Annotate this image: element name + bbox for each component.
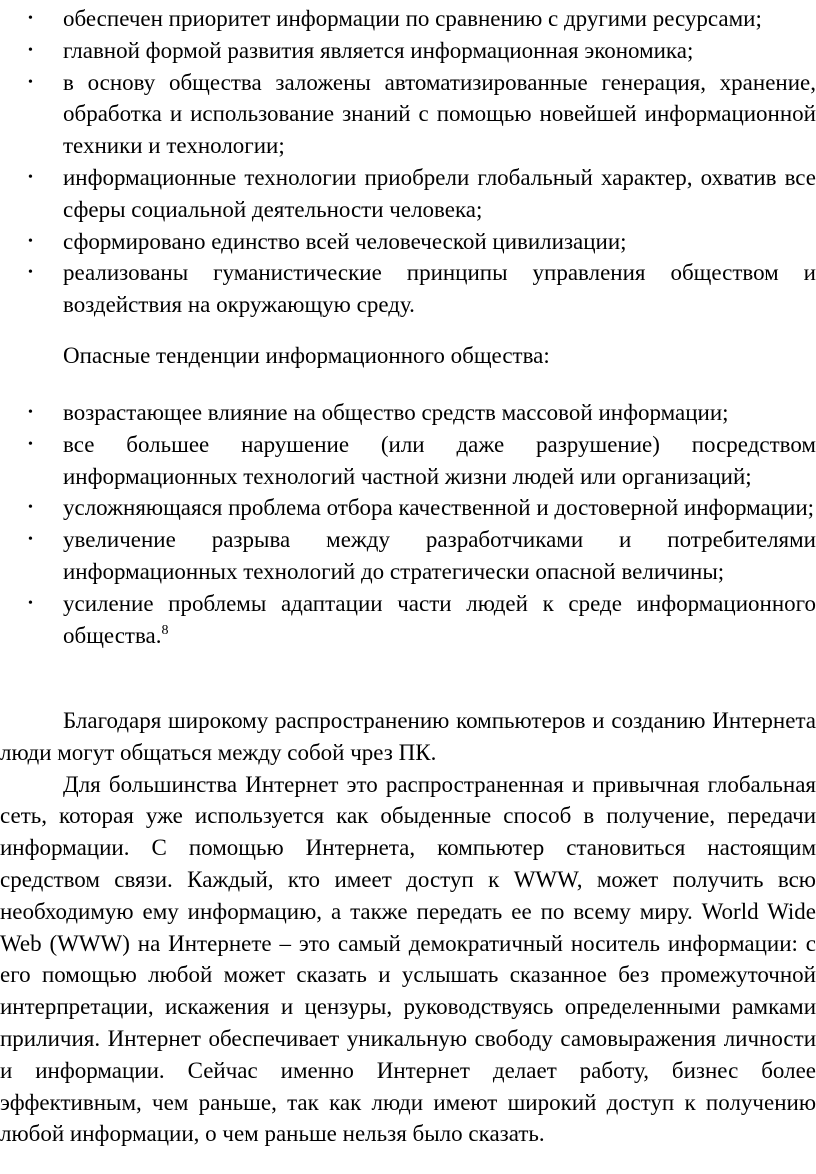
bullet-icon: • [28, 265, 33, 281]
list-item-text: увеличение разрыва между разработчиками и потребителями информационных технологий до стратегически опасной величины; [63, 527, 816, 584]
list-item [0, 3, 816, 35]
list-item [0, 588, 816, 652]
list-item-text: сформировано единство всей человеческой цивилизации; [63, 228, 627, 254]
paragraph: Для большинства Интернет это распространенная и привычная глобальная сеть, которая уже используется как обыденные способ в получение, передачи информации. С помощью Интернета, компьютер становиться настоящим средством связи. Каждый, кто имеет доступ к WWW, может получить всю необходимую ему информацию, а также передать ее по всему миру. World Wide Web (WWW) на Интернете – это самый демократичный носитель информации: с его помощью любой может сказать и услышать сказанное без промежуточной интерпретации, искажения и цензуры, руководствуясь определенными рамками приличия. Интернет обеспечивает уникальную свободу самовыражения личности и информации. Сейчас именно Интернет делает работу, бизнес более эффективным, чем раньше, так как люди имеют широкий доступ к получению любой информации, о чем раньше нельзя было сказать. [0, 771, 816, 1147]
bullet-icon: • [28, 74, 33, 90]
list-item [0, 397, 816, 429]
positive-features-list [0, 3, 816, 321]
bullet-icon: • [28, 532, 33, 548]
list-item [0, 429, 816, 493]
dangerous-trends-section [0, 397, 816, 651]
footnote-mark: 8 [161, 622, 169, 638]
list-item-text: усиление проблемы адаптации части людей к среде информационного общества. [63, 590, 816, 648]
positive-features-section [0, 3, 816, 321]
list-item [0, 524, 816, 588]
list-item-text: все большее нарушение (или даже разрушение) посредством информационных технологий частной жизни людей или организаций; [63, 431, 816, 489]
list-item-text: возрастающее влияние на общество средств массовой информации; [63, 400, 729, 425]
bullet-icon: • [28, 233, 33, 249]
list-item [0, 67, 816, 162]
list-item [0, 257, 816, 321]
bullet-icon: • [28, 500, 33, 516]
bullet-icon: • [28, 169, 33, 185]
body-text-section [0, 705, 816, 1150]
bullet-icon: • [28, 405, 33, 420]
list-item-text: реализованы гуманистические принципы управления обществом и воздействия на окружающую среду. [63, 260, 816, 318]
list-item [0, 35, 816, 67]
bullet-icon: • [28, 11, 33, 26]
list-item-text: усложняющаяся проблема отбора качественной и достоверной информации; [63, 495, 815, 521]
list-item-text: информационные технологии приобрели глобальный характер, охватив все сферы социальной деятельности человека; [63, 164, 816, 222]
bullet-icon: • [28, 595, 33, 611]
list-item [0, 492, 816, 524]
dangerous-trends-list [0, 397, 816, 651]
list-item-text: в основу общества заложены автоматизированные генерация, хранение, обработка и использование знаний с помощью новейшей информационной техники и технологии; [63, 69, 816, 159]
paragraph: Благодаря широкому распространению компьютеров и созданию Интернета люди могут общаться между собой чрез ПК. [0, 708, 816, 765]
list-item [0, 226, 816, 258]
list-item [0, 162, 816, 226]
list-item-text: обеспечен приоритет информации по сравнению с другими ресурсами; [63, 6, 762, 31]
list-item-text: главной формой развития является информационная экономика; [63, 37, 694, 63]
dangerous-trends-heading: Опасные тенденции информационного общества: [63, 343, 550, 368]
bullet-icon: • [28, 436, 33, 452]
bullet-icon: • [28, 42, 33, 58]
